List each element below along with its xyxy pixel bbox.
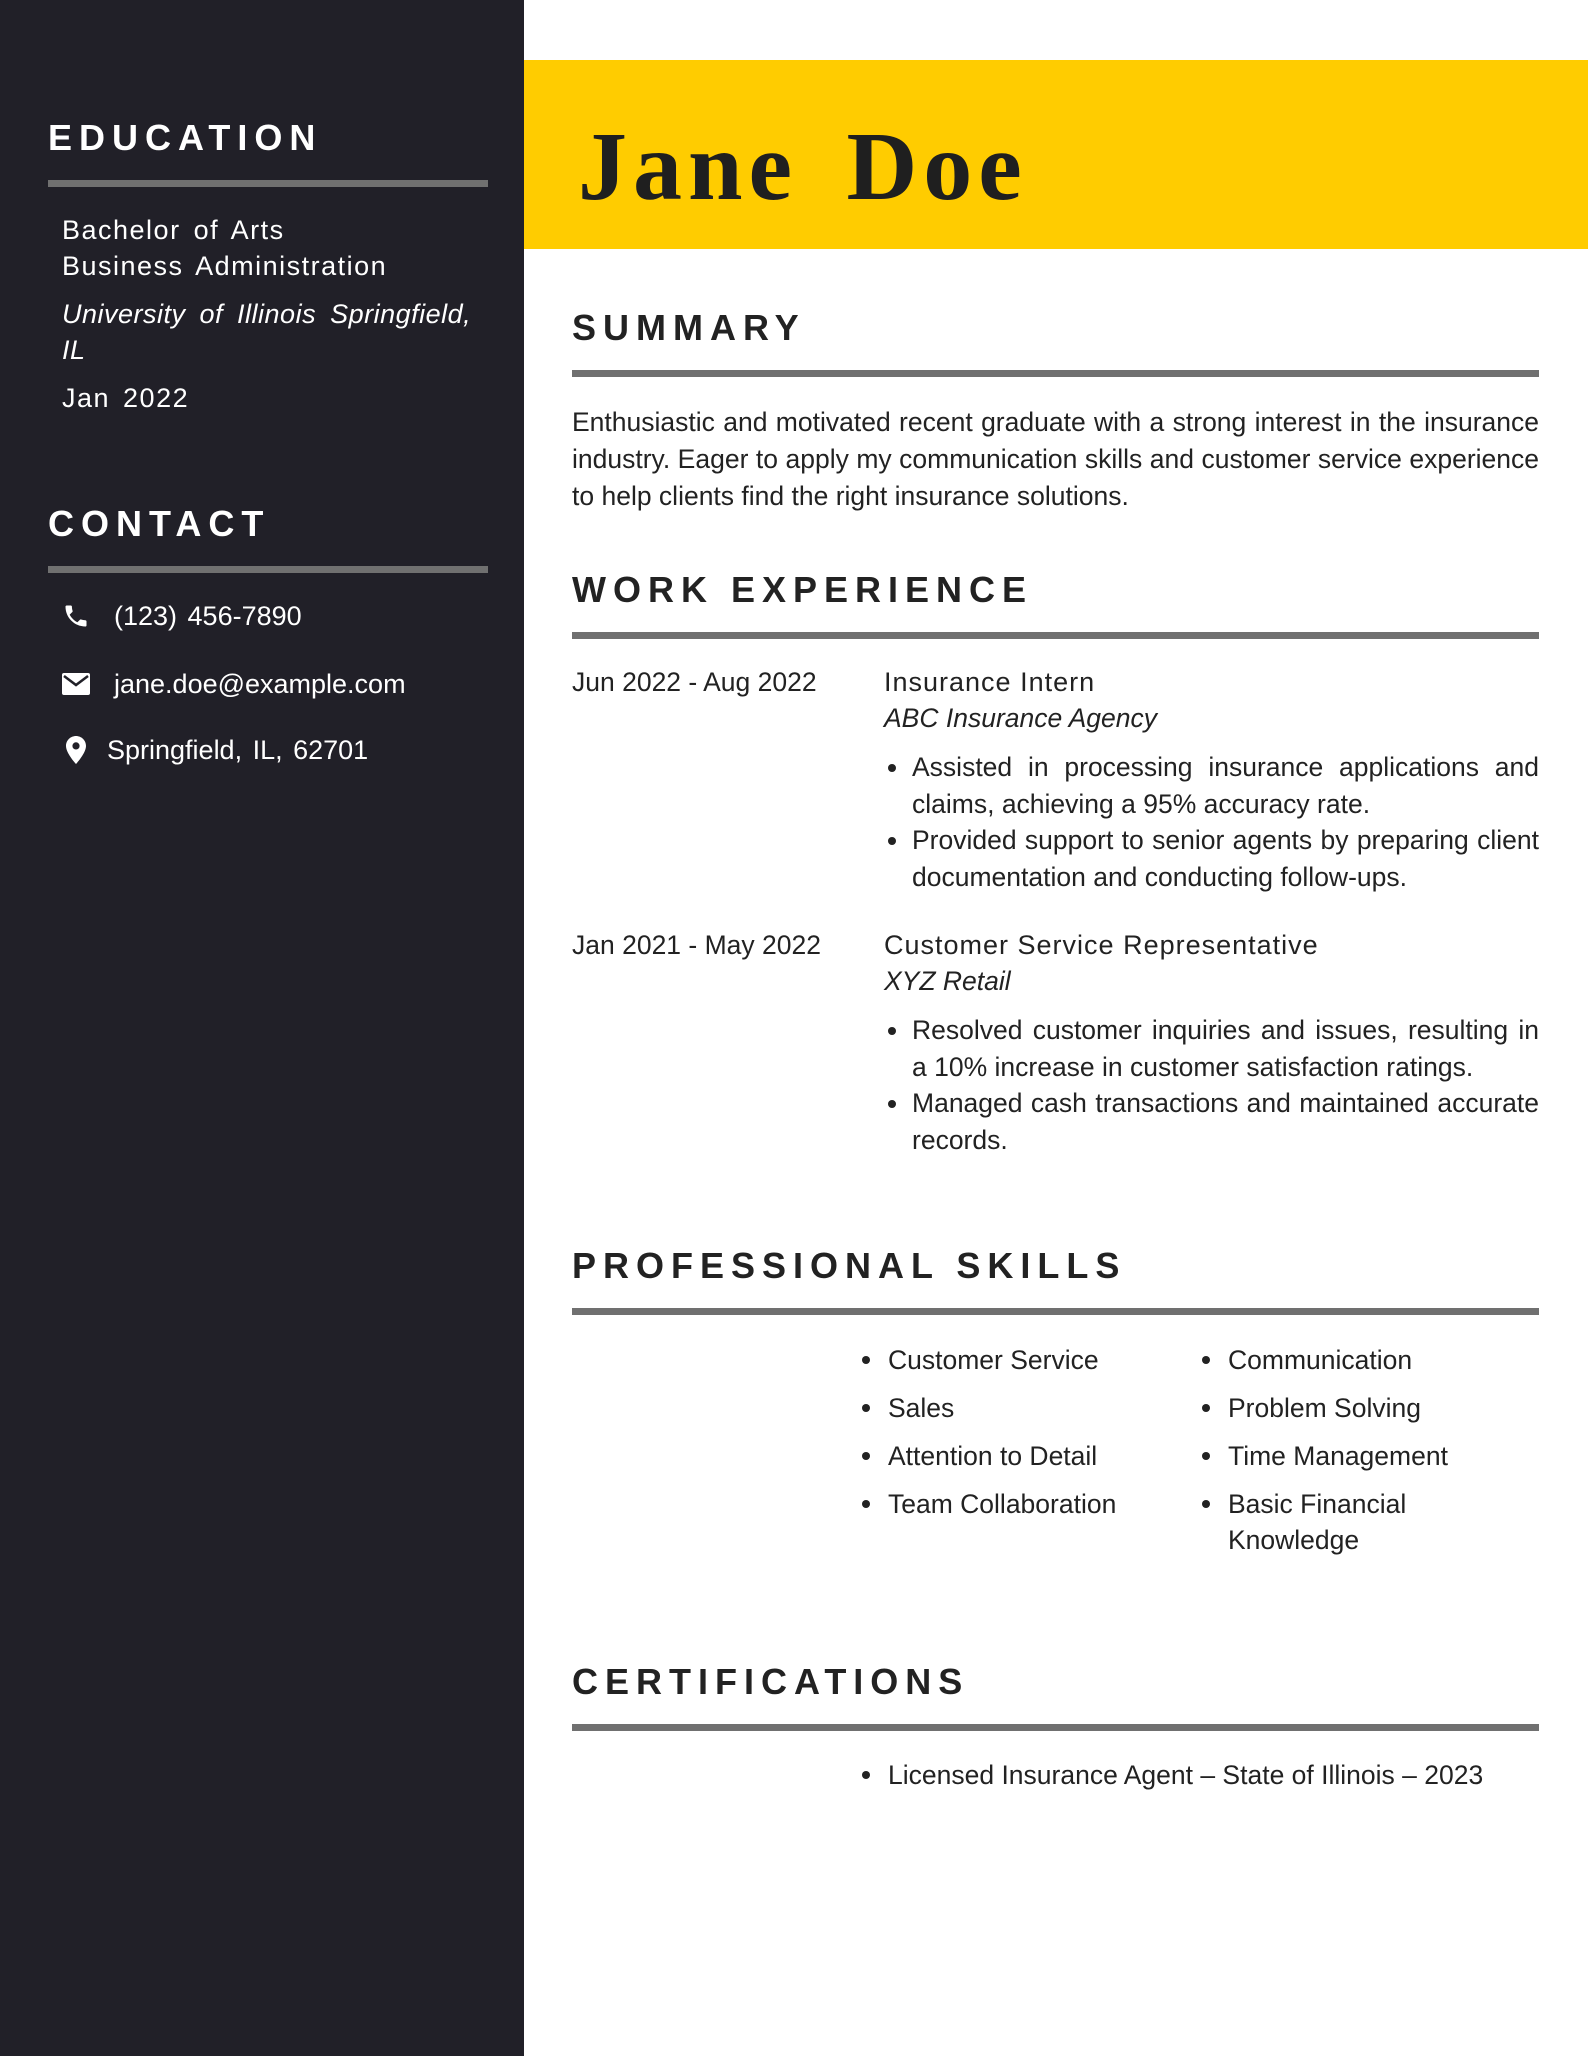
skill-item: Communication	[1196, 1342, 1456, 1378]
certifications-heading: CERTIFICATIONS	[572, 1661, 970, 1702]
skills-heading: PROFESSIONAL SKILLS	[572, 1245, 1127, 1286]
job-bullet: Resolved customer inquiries and issues, resulting in a 10% increase in customer satisfaction ratings.	[884, 1012, 1539, 1085]
job-bullet: Assisted in processing insurance applications and claims, achieving a 95% accuracy rate.	[884, 749, 1539, 822]
job-dates: Jan 2021 - May 2022	[572, 930, 821, 960]
contact-email[interactable]	[62, 666, 406, 702]
job-title: Insurance Intern	[884, 667, 1096, 697]
job-dates: Jun 2022 - Aug 2022	[572, 667, 817, 697]
email-icon	[62, 673, 90, 695]
certifications-list	[856, 1757, 1546, 1805]
education-heading: EDUCATION	[48, 117, 323, 158]
skill-item: Time Management	[1196, 1438, 1456, 1474]
skill-item: Attention to Detail	[856, 1438, 1176, 1474]
location-text: Springfield, IL, 62701	[107, 734, 369, 765]
skill-item: Team Collaboration	[856, 1486, 1176, 1522]
email-address: jane.doe@example.com	[114, 668, 406, 699]
graduation-date: Jan 2022	[62, 383, 190, 413]
certification-item: Licensed Insurance Agent – State of Illinois – 2023	[856, 1757, 1546, 1793]
sidebar	[0, 0, 524, 2056]
candidate-name: Jane Doe	[578, 113, 1028, 221]
location-pin-icon	[62, 736, 90, 764]
education-entry	[62, 212, 482, 416]
certifications-divider	[572, 1724, 1539, 1731]
school-name: University of Illinois Springfield, IL	[62, 299, 472, 365]
contact-location	[62, 732, 368, 768]
skill-item: Problem Solving	[1196, 1390, 1456, 1426]
skill-item: Customer Service	[856, 1342, 1176, 1378]
skill-item: Basic Financial Knowledge	[1196, 1486, 1456, 1558]
skills-divider	[572, 1308, 1539, 1315]
contact-heading: CONTACT	[48, 503, 271, 544]
job-bullet: Provided support to senior agents by preparing client documentation and conducting follow-ups.	[884, 822, 1539, 895]
degree-line-1: Bachelor of Arts	[62, 215, 285, 245]
summary-heading: SUMMARY	[572, 307, 806, 348]
work-experience-heading: WORK EXPERIENCE	[572, 569, 1034, 610]
skills-column-2	[1196, 1342, 1456, 1570]
summary-divider	[572, 370, 1539, 377]
work-experience-divider	[572, 632, 1539, 639]
summary-text: Enthusiastic and motivated recent graduate with a strong interest in the insurance industry. Eager to apply my communication skills and customer service experience to help clients find the right insurance solutions.	[572, 407, 1539, 511]
phone-icon	[62, 602, 90, 630]
job-title: Customer Service Representative	[884, 930, 1319, 960]
job-company: ABC Insurance Agency	[884, 703, 1157, 733]
phone-number: (123) 456-7890	[114, 600, 302, 631]
job-bullet-list	[884, 749, 1539, 895]
contact-phone[interactable]	[62, 598, 302, 634]
job-bullet-list	[884, 1012, 1539, 1158]
education-divider	[48, 180, 488, 187]
degree-line-2: Business Administration	[62, 251, 388, 281]
job-company: XYZ Retail	[884, 966, 1011, 996]
contact-divider	[48, 566, 488, 573]
name-banner	[524, 60, 1588, 249]
skill-item: Sales	[856, 1390, 1176, 1426]
skills-column-1	[856, 1342, 1176, 1534]
job-bullet: Managed cash transactions and maintained accurate records.	[884, 1085, 1539, 1158]
